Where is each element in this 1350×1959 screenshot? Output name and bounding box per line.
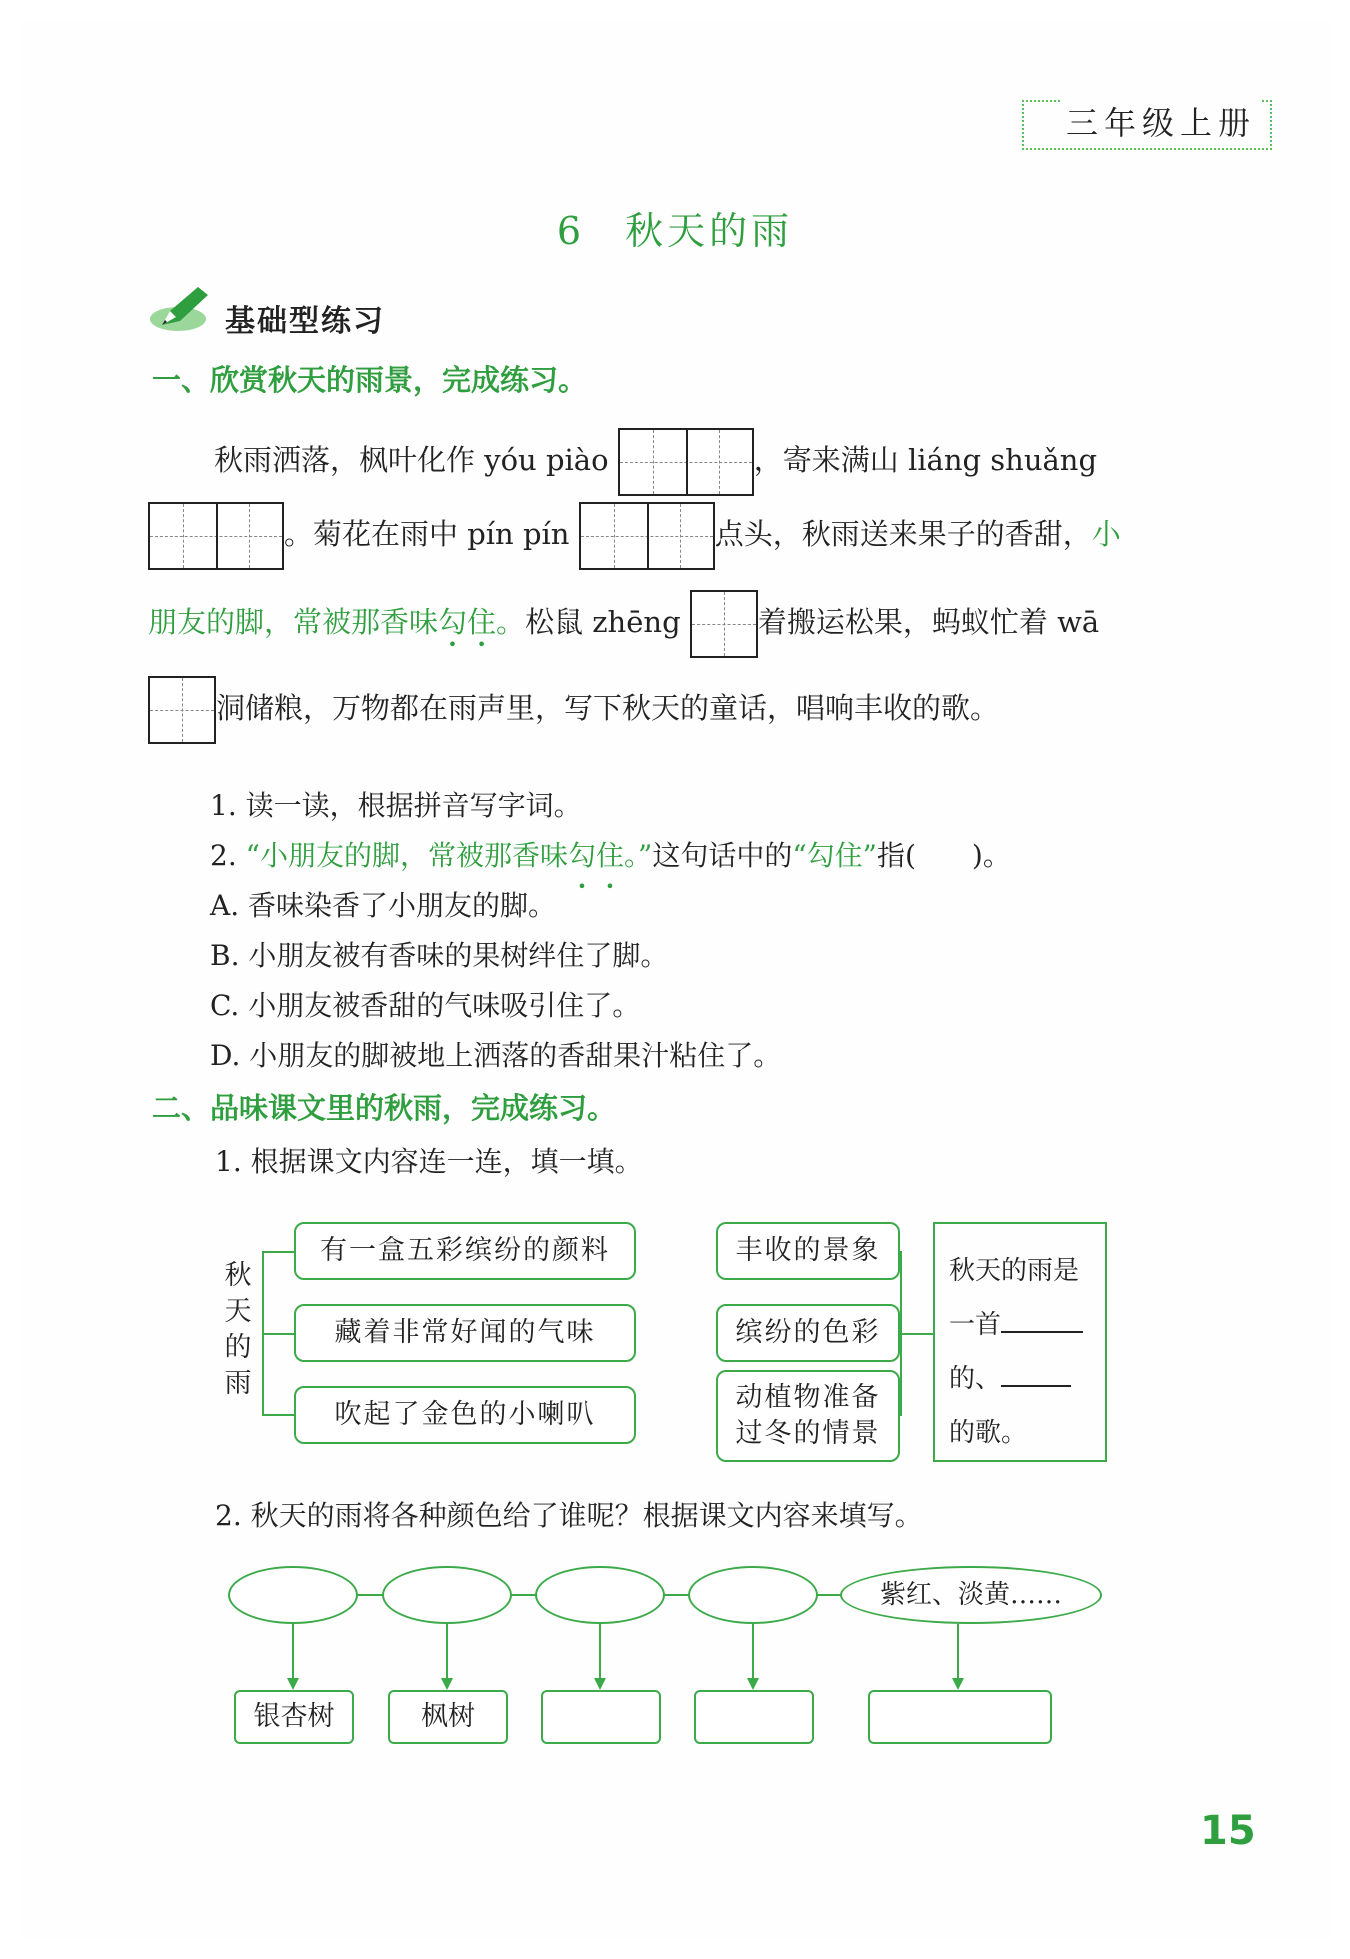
arrow-down-icon [441, 1678, 453, 1690]
answer-box-youpiao[interactable] [618, 428, 754, 496]
passage-text: 洞储粮，万物都在雨声里，写下秋天的童话，唱响丰收的歌。 [216, 691, 1000, 725]
passage-line-2 [148, 502, 1121, 570]
option-b[interactable]: B. 小朋友被有香味的果树绊住了脚。 [210, 939, 669, 972]
pencil-icon [148, 285, 218, 335]
passage-highlight: 。 [496, 605, 526, 639]
right-item-3-line: 过冬的情景 [735, 1418, 881, 1449]
summary-text: 的、 [949, 1364, 1002, 1394]
q-text: 这句话中的 [652, 839, 793, 872]
passage-text: 。菊花在雨中 pín pín [284, 517, 570, 551]
arrow-line [446, 1624, 448, 1680]
color-ellipse-3[interactable] [535, 1566, 665, 1624]
emphasis-char: 勾 [567, 839, 596, 872]
fill-blank[interactable] [1001, 1385, 1071, 1387]
right-item-3[interactable] [716, 1370, 900, 1462]
q-num: 2. [210, 839, 246, 872]
passage-line-4 [148, 676, 999, 744]
arrow-down-icon [594, 1678, 606, 1690]
grade-label-box [1022, 100, 1272, 150]
passage-text: 松鼠 zhēng [525, 605, 681, 639]
answer-box-zheng[interactable] [690, 590, 758, 658]
connector-line [900, 1333, 933, 1335]
arrow-line [599, 1624, 601, 1680]
passage-text: 秋雨洒落，枫叶化作 yóu piào [214, 443, 609, 477]
passage-line-1 [214, 428, 1097, 496]
practice-label: 基础型练习 [225, 304, 385, 339]
left-item-3[interactable]: 吹起了金色的小喇叭 [294, 1386, 636, 1444]
option-c[interactable]: C. 小朋友被香甜的气味吸引住了。 [210, 989, 641, 1022]
root-char: 雨 [224, 1368, 252, 1399]
fill-blank[interactable] [1001, 1331, 1083, 1333]
summary-box [933, 1222, 1107, 1462]
color-ellipse-2[interactable] [382, 1566, 512, 1624]
option-a[interactable]: A. 香味染香了小朋友的脚。 [210, 889, 557, 922]
emphasis-char: 住 [467, 605, 497, 639]
right-item-3-line: 动植物准备 [735, 1382, 881, 1413]
emphasis-char: 住 [595, 839, 624, 872]
summary-line-2 [949, 1298, 1105, 1352]
question-1: 1. 读一读，根据拼音写字词。 [210, 789, 582, 822]
color-ellipse-1[interactable] [228, 1566, 358, 1624]
left-item-2[interactable]: 藏着非常好闻的气味 [294, 1304, 636, 1362]
left-item-1[interactable]: 有一盒五彩缤纷的颜料 [294, 1222, 636, 1280]
question-2 [210, 834, 1011, 874]
summary-text: 一首 [949, 1310, 1002, 1340]
q-text: 指( )。 [876, 839, 1011, 872]
right-item-1[interactable]: 丰收的景象 [716, 1222, 900, 1280]
summary-line-3 [949, 1352, 1105, 1406]
tree-box-3[interactable] [541, 1690, 661, 1744]
passage-text: ，寄来满山 liáng shuǎng [753, 443, 1098, 477]
grade-label: 三年级上册 [1062, 98, 1260, 144]
tree-box-4[interactable] [694, 1690, 814, 1744]
section2-question-1: 1. 根据课文内容连一连，填一填。 [215, 1145, 643, 1178]
passage-line-3 [148, 590, 1099, 658]
q-quote: “小朋友的脚，常被那香味 [245, 839, 568, 872]
passage-text: 着搬运松果，蚂蚁忙着 wā [757, 605, 1100, 639]
arrow-down-icon [287, 1678, 299, 1690]
answer-box-pinpin[interactable] [579, 502, 715, 570]
arrow-line [292, 1624, 294, 1680]
page-number: 15 [1200, 1808, 1256, 1854]
summary-line: 的歌。 [949, 1418, 1028, 1448]
right-item-2[interactable]: 缤纷的色彩 [716, 1304, 900, 1362]
bracket-line [262, 1333, 294, 1335]
tree-box-1: 银杏树 [234, 1690, 354, 1744]
q-word: “勾住” [792, 839, 877, 872]
root-char: 的 [224, 1332, 252, 1363]
arrow-down-icon [747, 1678, 759, 1690]
summary-line: 秋天的雨是 [949, 1256, 1080, 1286]
section1-heading: 一、欣赏秋天的雨景，完成练习。 [152, 363, 588, 397]
color-ellipse-4[interactable] [688, 1566, 818, 1624]
bracket-line [262, 1414, 294, 1416]
tree-box-5[interactable] [868, 1690, 1052, 1744]
lesson-name: 秋天的雨 [625, 209, 794, 253]
passage-text: 点头，秋雨送来果子的香甜， [714, 517, 1092, 551]
bracket-line [262, 1251, 294, 1253]
tree-box-2: 枫树 [388, 1690, 508, 1744]
color-ellipse-5[interactable]: 紫红、淡黄…… [840, 1566, 1102, 1624]
lesson-title [0, 200, 1350, 255]
lesson-number: 6 [556, 209, 586, 253]
section2-question-2: 2. 秋天的雨将各种颜色给了谁呢？根据课文内容来填写。 [215, 1499, 923, 1532]
arrow-line [957, 1624, 959, 1680]
answer-box-wa[interactable] [148, 676, 216, 744]
q-quote: 。” [623, 839, 653, 872]
arrow-down-icon [952, 1678, 964, 1690]
root-char: 秋 [224, 1260, 252, 1291]
answer-box-liangshuang[interactable] [148, 502, 284, 570]
emphasis-char: 勾 [438, 605, 468, 639]
passage-highlight: 朋友的脚，常被那香味 [148, 605, 439, 639]
root-char: 天 [224, 1296, 252, 1327]
arrow-line [752, 1624, 754, 1680]
passage-highlight: 小 [1091, 517, 1121, 551]
section2-heading: 二、品味课文里的秋雨，完成练习。 [152, 1091, 617, 1125]
root-label [218, 1258, 258, 1402]
option-d[interactable]: D. 小朋友的脚被地上洒落的香甜果汁粘住了。 [210, 1039, 782, 1072]
